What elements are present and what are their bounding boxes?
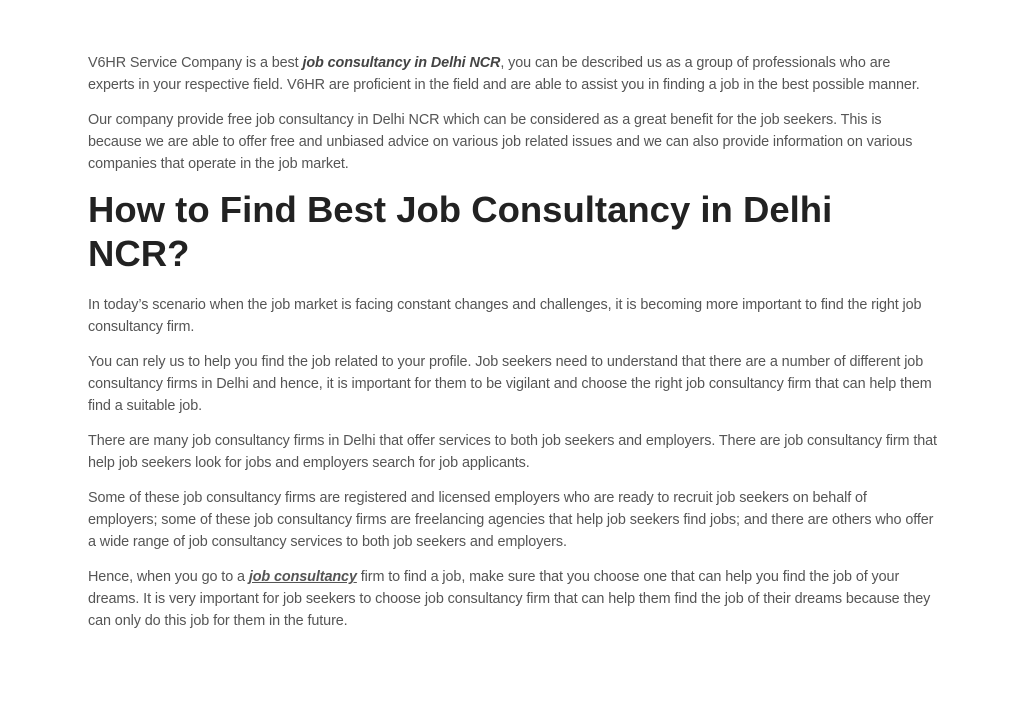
firm-types-paragraph: Some of these job consultancy firms are registered and licensed employers who are ready to recruit job seekers on behalf of employers; some of these job consultancy firms are freelancing agencies that help job seekers find jobs; and there are others who offer a wide range of job consultancy services to both job seekers and employers.	[88, 490, 934, 550]
hence-paragraph	[88, 566, 938, 632]
hence-text-start: Hence, when you go to a	[88, 569, 249, 585]
intro-emphasis: job consultancy in Delhi NCR	[302, 55, 501, 71]
rely-paragraph: You can rely us to help you find the job related to your profile. Job seekers need to understand that there are a number of different job consultancy firms in Delhi and hence, it is important for them to be vigilant and choose the right job consultancy firm that can help them find a suitable job.	[88, 354, 932, 414]
section-heading: How to Find Best Job Consultancy in Delhi NCR?	[88, 189, 833, 274]
scenario-paragraph: In today’s scenario when the job market is facing constant changes and challenges, it is becoming more important to find the right job consultancy firm.	[88, 297, 922, 335]
intro-text-end: , you can be described us as a group of professionals who are experts in your respective field. V6HR are proficient in the field and are able to assist you in finding a job in the best possible manner.	[88, 55, 920, 93]
company-paragraph: Our company provide free job consultancy in Delhi NCR which can be considered as a great benefit for the job seekers. This is because we are able to offer free and unbiased advice on various job related issues and we can also provide information on various companies that operate in the job market.	[88, 112, 913, 172]
intro-text-start: V6HR Service Company is a best	[88, 55, 303, 71]
article-body	[88, 52, 938, 645]
job-consultancy-link[interactable]: job consultancy	[248, 569, 357, 585]
many-firms-paragraph: There are many job consultancy firms in Delhi that offer services to both job seekers and employers. There are job consultancy firm that help job seekers look for jobs and employers search for job applicants.	[88, 433, 937, 471]
hence-text-end: firm to find a job, make sure that you choose one that can help you find the job of your dreams. It is very important for job seekers to choose job consultancy firm that can help them find the job of their dreams because they can only do this job for them in the future.	[88, 569, 931, 629]
intro-paragraph	[88, 52, 938, 96]
